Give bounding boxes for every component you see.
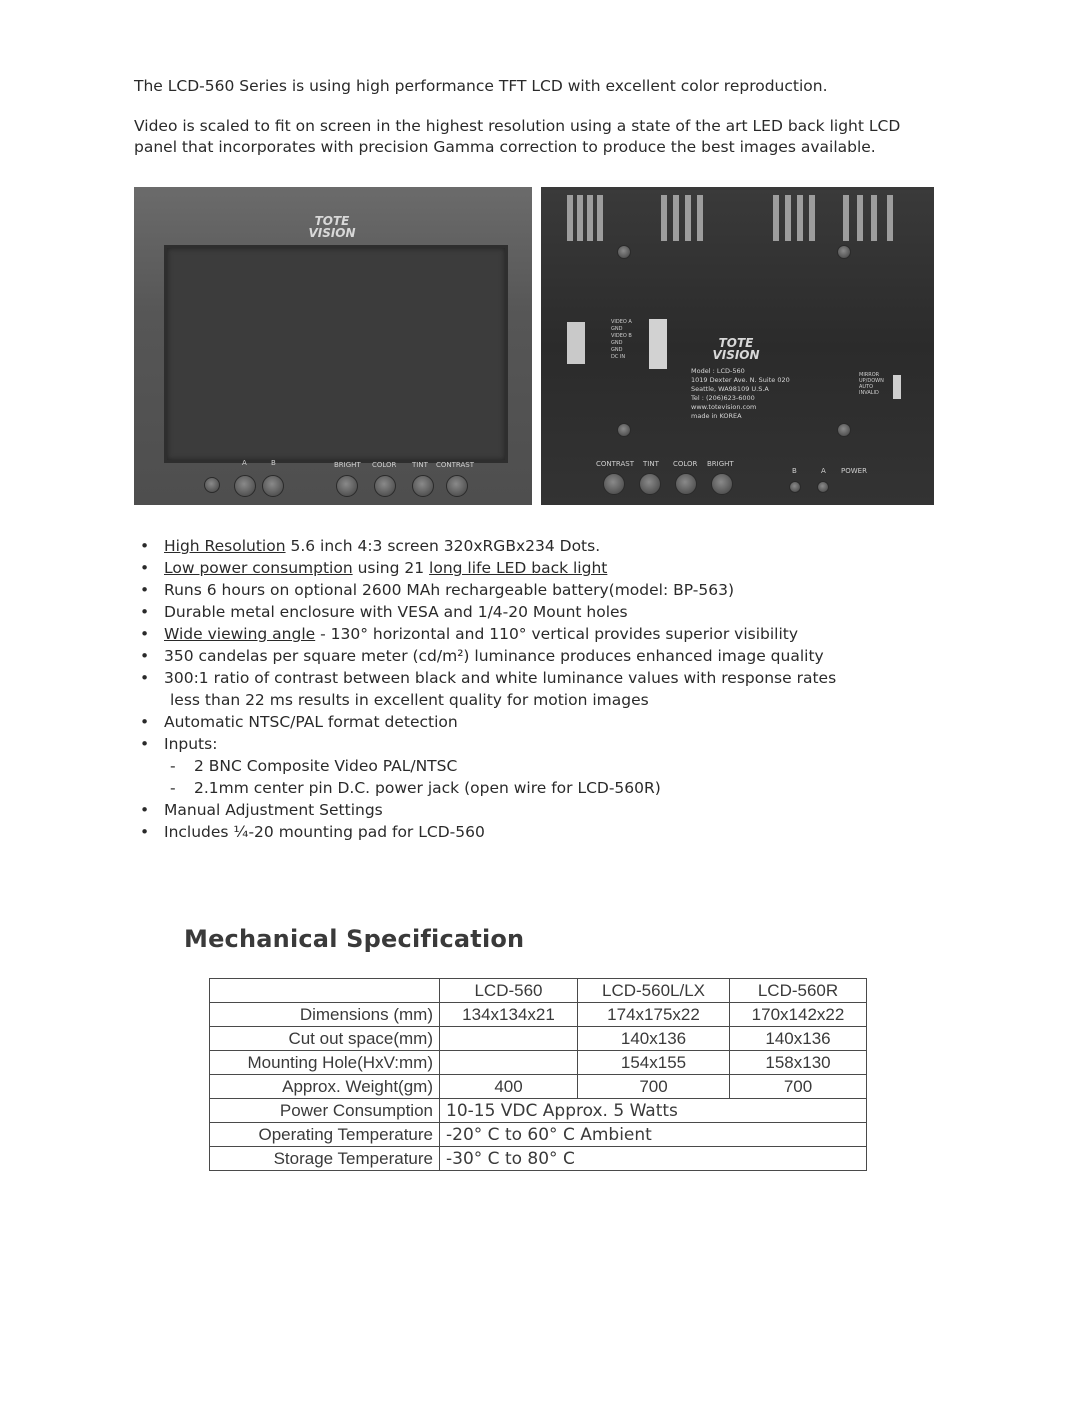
connector-labels: VIDEO A GND VIDEO B GND GND DC IN: [611, 319, 632, 360]
label-bright: BRIGHT: [707, 460, 734, 468]
knob-tint: [639, 473, 661, 495]
row-label: Operating Temperature: [210, 1123, 440, 1147]
screw: [617, 245, 631, 259]
product-label-plate: Model : LCD-560 1019 Dexter Ave. N. Suite 020 Seattle, WA98109 U.S.A Tel : (206)623-6000 www.totevision.com made in KOREA: [691, 367, 790, 420]
knob-contrast: [603, 473, 625, 495]
knob-a: [234, 475, 256, 497]
dip-switch: [893, 375, 901, 399]
monitor-back-photo: [541, 187, 934, 505]
label-b: B: [271, 459, 276, 467]
label-color: COLOR: [372, 461, 397, 469]
table-row: [210, 1051, 867, 1075]
lcd-screen: [164, 245, 508, 463]
label-color: COLOR: [673, 460, 698, 468]
intro-paragraph-2: Video is scaled to fit on screen in the highest resolution using a state of the art LED back light LCD panel that incorporates with precision Gamma correction to produce the best images available.: [134, 117, 901, 156]
table-cell: 140x136: [730, 1027, 867, 1051]
table-cell: 140x136: [578, 1027, 730, 1051]
list-item: • Wide viewing angle - 130° horizontal and 110° vertical provides superior visibility: [140, 623, 930, 645]
row-label: Dimensions (mm): [210, 1003, 440, 1027]
row-label: Approx. Weight(gm): [210, 1075, 440, 1099]
table-row: [210, 1075, 867, 1099]
screw: [837, 423, 851, 437]
list-item: • Low power consumption using 21 long life LED back light: [140, 557, 930, 579]
table-header-cell: LCD-560: [440, 979, 578, 1003]
row-label: Mounting Hole(HxV:mm): [210, 1051, 440, 1075]
switch-labels: MIRROR UP/DOWN AUTO INVALID: [859, 372, 884, 396]
knob-b: [262, 475, 284, 497]
knob-bright: [336, 475, 358, 497]
dc-connector: [567, 322, 585, 364]
brand-logo: TOTE VISION: [712, 336, 760, 362]
led-a: [817, 481, 829, 493]
list-item-continuation: less than 22 ms results in excellent quality for motion images: [170, 691, 649, 709]
label-contrast: CONTRAST: [436, 461, 474, 469]
led-indicator: [204, 477, 220, 493]
row-label: Storage Temperature: [210, 1147, 440, 1171]
label-b: B: [792, 467, 797, 475]
table-cell: 134x134x21: [440, 1003, 578, 1027]
led-b: [789, 481, 801, 493]
label-contrast: CONTRAST: [596, 460, 634, 468]
brand-logo: TOTE VISION: [308, 214, 356, 240]
list-item: • Durable metal enclosure with VESA and 1/4-20 Mount holes: [140, 601, 930, 623]
table-cell: 174x175x22: [578, 1003, 730, 1027]
row-label: Cut out space(mm): [210, 1027, 440, 1051]
table-cell: [440, 1051, 578, 1075]
list-item: • Manual Adjustment Settings: [140, 799, 930, 821]
knob-bright: [711, 473, 733, 495]
label-tint: TINT: [412, 461, 428, 469]
table-cell: 400: [440, 1075, 578, 1099]
table-cell: 154x155: [578, 1051, 730, 1075]
section-title: Mechanical Specification: [184, 925, 525, 953]
screw: [617, 423, 631, 437]
table-cell: 700: [730, 1075, 867, 1099]
table-cell: -20° C to 60° C Ambient: [440, 1123, 867, 1147]
table-row: [210, 1123, 867, 1147]
spec-table: [209, 978, 867, 1171]
knob-contrast: [446, 475, 468, 497]
list-item: • 350 candelas per square meter (cd/m²) luminance produces enhanced image quality: [140, 645, 930, 667]
label-a: A: [821, 467, 826, 475]
monitor-front-photo: [134, 187, 532, 505]
label-power: POWER: [841, 467, 867, 475]
table-row: [210, 1099, 867, 1123]
sub-list-item: - 2 BNC Composite Video PAL/NTSC: [170, 757, 458, 775]
sub-list-item: - 2.1mm center pin D.C. power jack (open wire for LCD-560R): [170, 779, 661, 797]
terminal-block: [649, 319, 667, 369]
list-item: • 300:1 ratio of contrast between black and white luminance values with response rates: [140, 667, 930, 689]
table-cell: 10-15 VDC Approx. 5 Watts: [440, 1099, 867, 1123]
knob-color: [374, 475, 396, 497]
intro-paragraph-1: The LCD-560 Series is using high performance TFT LCD with excellent color reproduction.: [134, 77, 828, 95]
list-item: • High Resolution 5.6 inch 4:3 screen 320xRGBx234 Dots.: [140, 535, 930, 557]
table-header-cell: [210, 979, 440, 1003]
table-header-row: [210, 979, 867, 1003]
table-cell: 170x142x22: [730, 1003, 867, 1027]
table-cell: [440, 1027, 578, 1051]
table-row: [210, 1003, 867, 1027]
knob-color: [675, 473, 697, 495]
knob-tint: [412, 475, 434, 497]
row-label: Power Consumption: [210, 1099, 440, 1123]
list-item: • Inputs:: [140, 733, 930, 755]
screw: [837, 245, 851, 259]
table-cell: 700: [578, 1075, 730, 1099]
table-header-cell: LCD-560R: [730, 979, 867, 1003]
table-row: [210, 1027, 867, 1051]
table-row: [210, 1147, 867, 1171]
list-item: • Runs 6 hours on optional 2600 MAh rechargeable battery(model: BP-563): [140, 579, 930, 601]
list-item: • Includes ¼-20 mounting pad for LCD-560: [140, 821, 930, 843]
table-cell: -30° C to 80° C: [440, 1147, 867, 1171]
feature-list: [140, 535, 930, 843]
label-tint: TINT: [643, 460, 659, 468]
table-header-cell: LCD-560L/LX: [578, 979, 730, 1003]
label-a: A: [242, 459, 247, 467]
table-cell: 158x130: [730, 1051, 867, 1075]
list-item: • Automatic NTSC/PAL format detection: [140, 711, 930, 733]
label-bright: BRIGHT: [334, 461, 361, 469]
